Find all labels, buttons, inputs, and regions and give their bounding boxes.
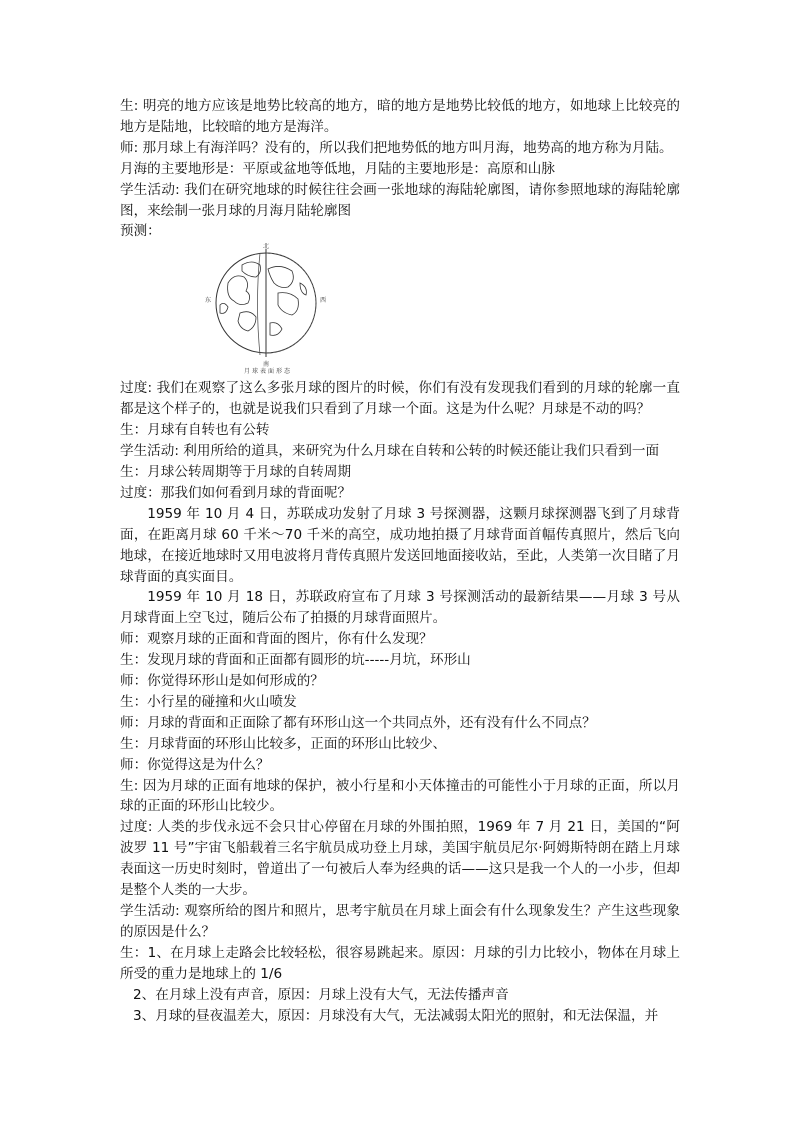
paragraph: 3、月球的昼夜温差大，原因：月球没有大气，无法减弱太阳光的照射，和无法保温，并 (133, 1007, 659, 1024)
paragraph: 月海的主要地形是：平原或盆地等低地，月陆的主要地形是：高原和山脉 (120, 160, 555, 177)
paragraph: 生: 因为月球的正面有地球的保护，被小行星和小天体撞击的可能性小于月球的正面，所以月球的正面的环形山比较少。 (120, 777, 680, 815)
paragraph: 过度：那我们如何看到月球的背面呢？ (120, 484, 352, 501)
paragraph: 师：你觉得环形山是如何形成的？ (120, 673, 324, 690)
text-block-bottom (120, 378, 680, 1026)
paragraph: 生：小行星的碰撞和火山喷发 (120, 693, 297, 710)
moon-surface-map-icon (200, 243, 340, 375)
paragraph: 预测： (120, 223, 161, 240)
paragraph: 学生活动: 利用所给的道具，来研究为什么月球在自转和公转的时候还能让我们只看到一面 (120, 443, 660, 460)
paragraph: 师：你觉得这是为什么？ (120, 756, 270, 773)
paragraph: 生: 明亮的地方应该是地势比较高的地方，暗的地方是地势比较低的地方，如地球上比较亮的地方是陆地，比较暗的地方是海洋。 (120, 98, 680, 135)
paragraph: 生：月球有自转也有公转 (120, 422, 270, 439)
paragraph: 过度: 人类的步伐永远不会只甘心停留在月球的外围拍照，1969 年 7 月 21 日，美国的“阿波罗 11 号”宇宙飞船载着三名宇航员成功登上月球，美国宇航员尼尔·阿姆斯特朗在踏上月球表面这一历史时刻时，曾道出了一句被后人奉为经典的话——这只是我一个人的一小步，但却是整个人类的一大步。 (120, 819, 680, 899)
paragraph: 1959 年 10 月 4 日，苏联成功发射了月球 3 号探测器，这颗月球探测器飞到了月球背面，在距离月球 60 千米～70 千米的高空，成功地拍摄了月球背面首幅传真照片，然后飞向地球，在接近地球时又用电波将月背传真照片发送回地面接收站，至此，人类第一次目睹了月球背面的真实面目。 (120, 505, 680, 585)
moon-figure (120, 243, 680, 377)
paragraph: 学生活动: 观察所给的图片和照片，思考宇航员在月球上面会有什么现象发生？产生这些现象的原因是什么？ (120, 903, 680, 940)
paragraph: 师: 那月球上有海洋吗？没有的，所以我们把地势低的地方叫月海，地势高的地方称为月陆。 (120, 139, 673, 156)
paragraph: 2、在月球上没有声音，原因：月球上没有大气，无法传播声音 (133, 986, 509, 1003)
text-block-top (120, 96, 680, 242)
label-east: 东 (205, 297, 212, 305)
document-page (120, 96, 680, 1026)
figure-caption: 月球表面形态 (244, 368, 293, 376)
paragraph: 师：月球的背面和正面除了都有环形山这一个共同点外，还有没有什么不同点？ (120, 714, 596, 731)
paragraph: 师：观察月球的正面和背面的图片，你有什么发现？ (120, 631, 433, 648)
label-west: 西 (320, 297, 327, 305)
label-south: 南 (263, 361, 270, 369)
paragraph: 过度: 我们在观察了这么多张月球的图片的时候，你们有没有发现我们看到的月球的轮廓一直都是这个样子的，也就是说我们只看到了月球一个面。这是为什么呢？月球是不动的吗？ (120, 380, 680, 418)
paragraph: 生：发现月球的背面和正面都有圆形的坑-----月坑，环形山 (120, 652, 471, 669)
paragraph: 生：月球公转周期等于月球的自转周期 (120, 463, 352, 480)
paragraph: 学生活动: 我们在研究地球的时候往往会画一张地球的海陆轮廓图，请你参照地球的海陆轮廓图，来绘制一张月球的月海月陆轮廓图 (120, 181, 680, 219)
label-north: 北 (263, 243, 270, 251)
paragraph: 生：月球背面的环形山比较多，正面的环形山比较少、 (120, 735, 447, 752)
paragraph: 生：1、在月球上走路会比较轻松，很容易跳起来。原因：月球的引力比较小，物体在月球上所受的重力是地球上的 1/6 (120, 944, 680, 982)
paragraph: 1959 年 10 月 18 日，苏联政府宣布了月球 3 号探测活动的最新结果——月球 3 号从月球背面上空飞过，随后公布了拍摄的月球背面照片。 (120, 589, 680, 627)
